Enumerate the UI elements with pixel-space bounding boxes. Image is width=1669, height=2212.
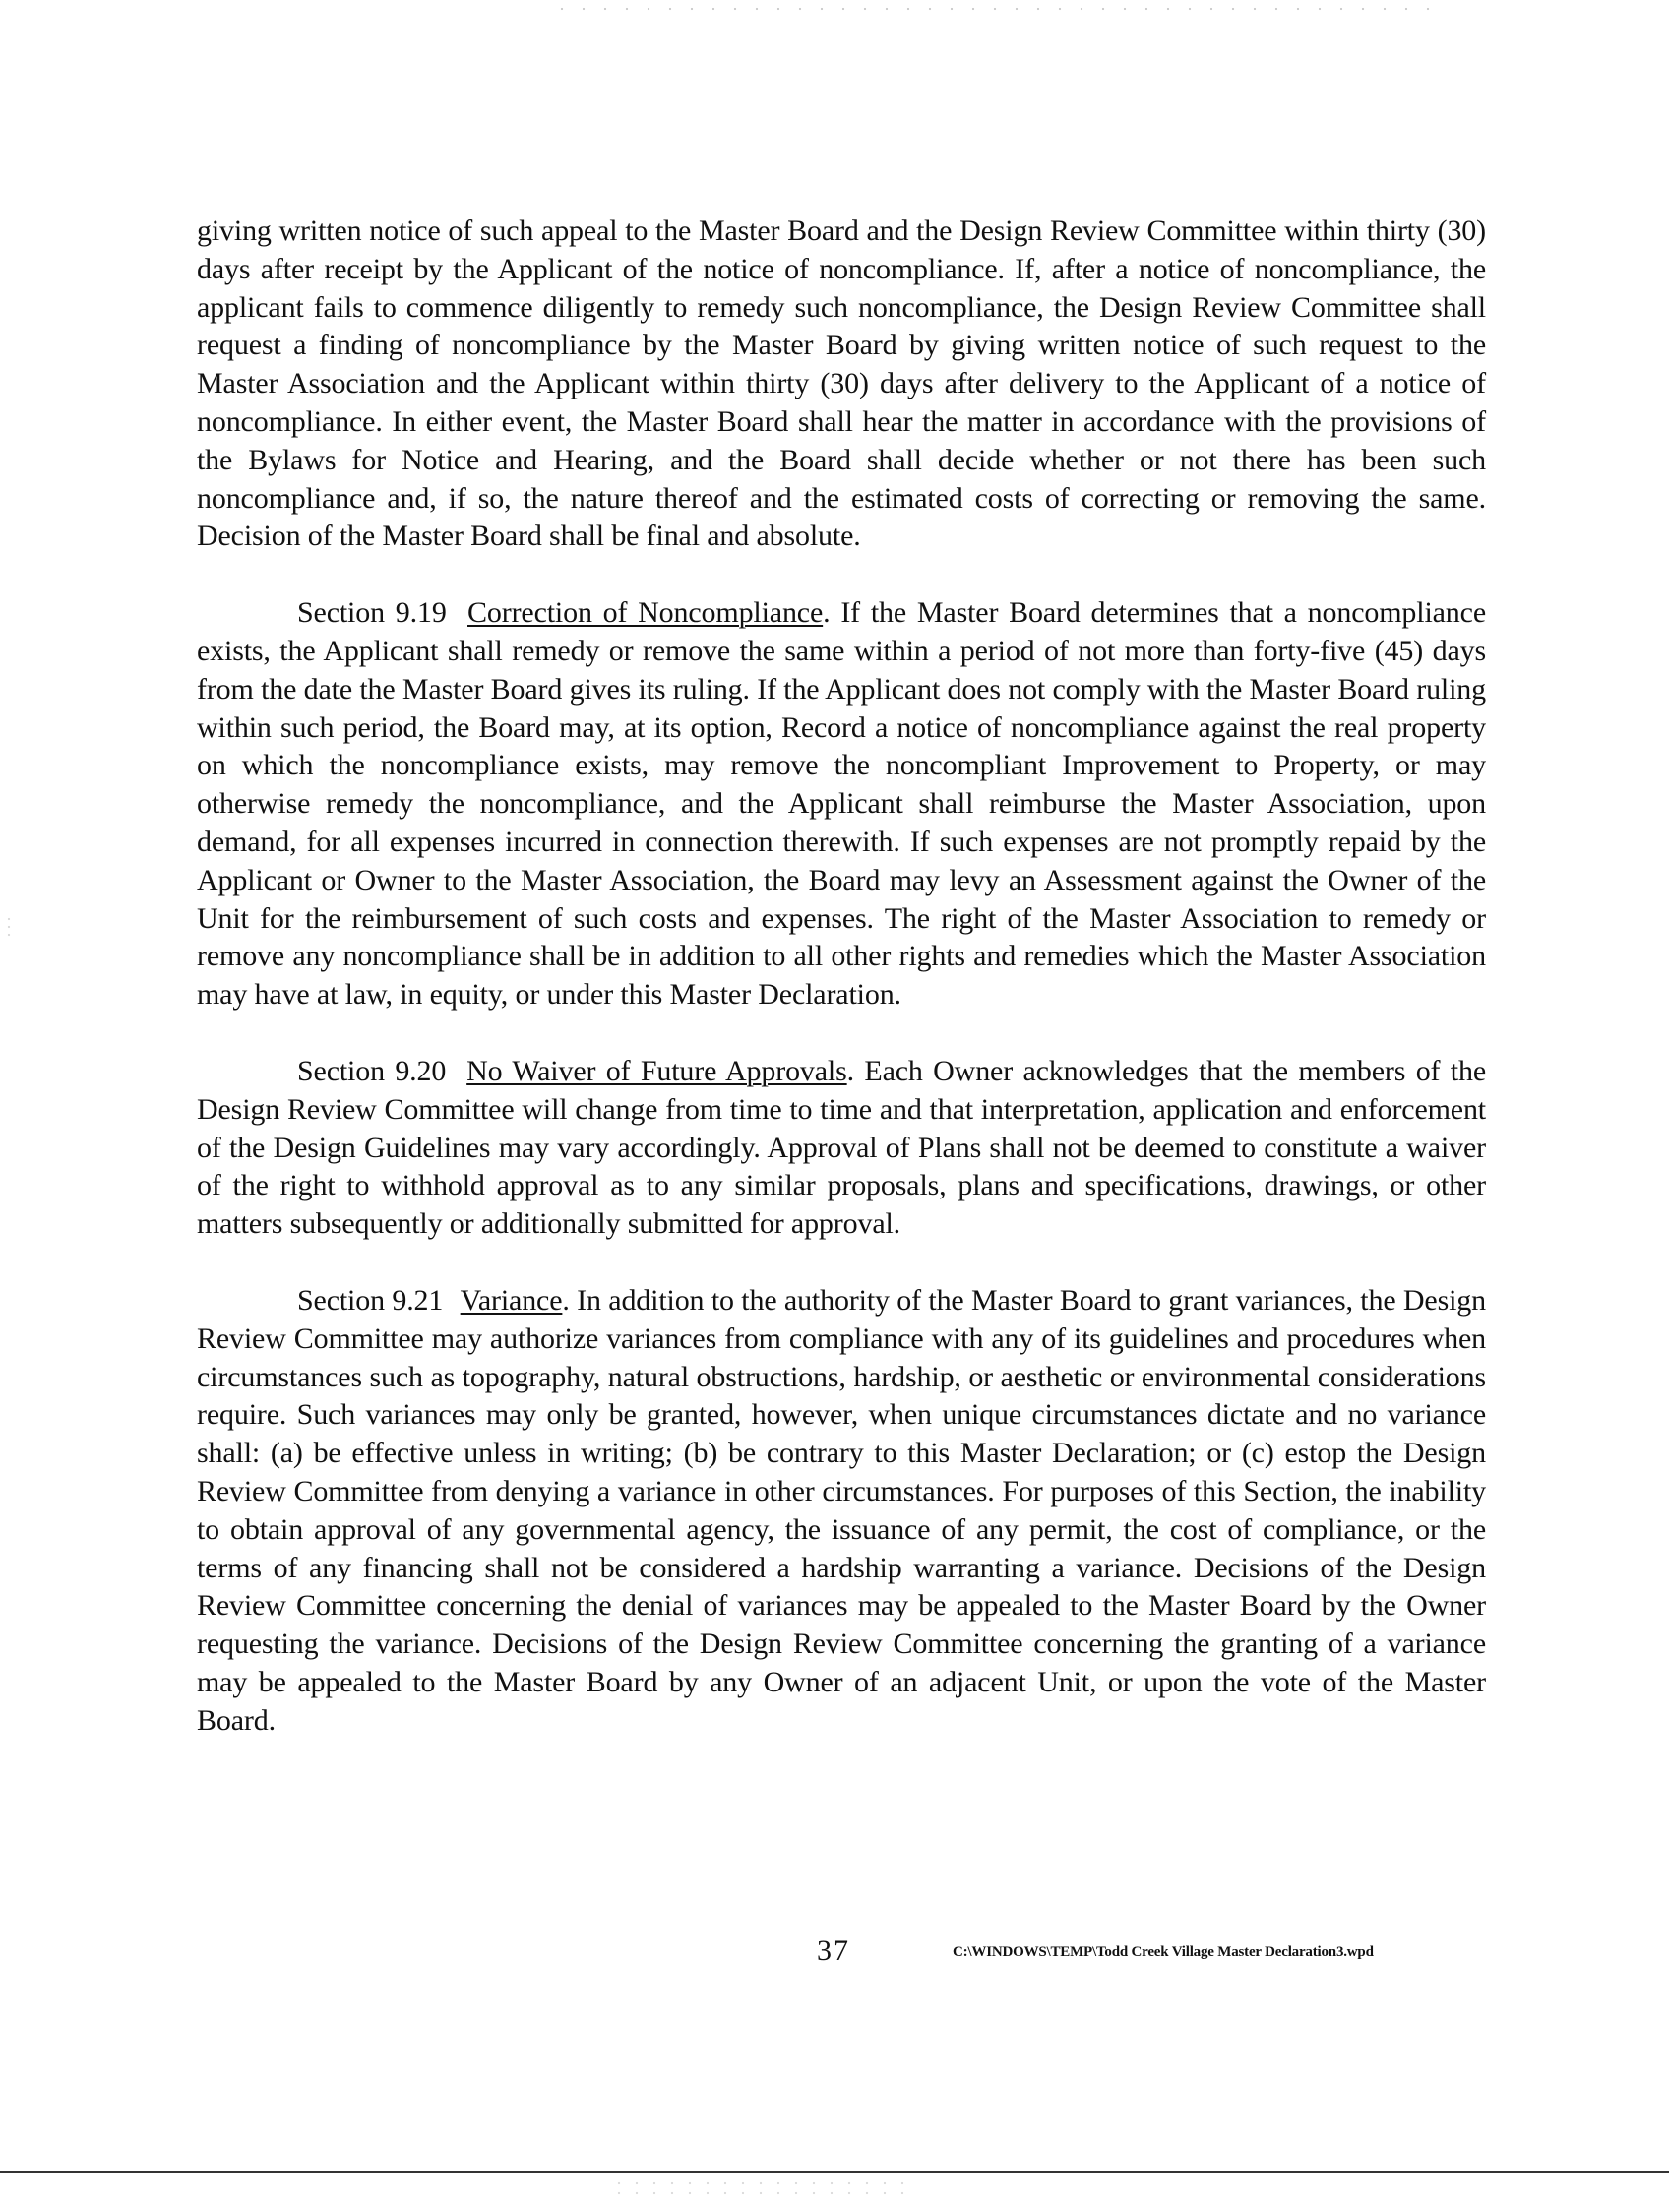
paragraph-continuation [197, 213, 1486, 556]
scan-artifact-left [6, 915, 12, 939]
paragraph-text: giving written notice of such appeal to the Master Board and the Design Review Committee within thirty (30) days after receipt by the Applicant of the notice of noncompliance. If, after a notice of noncompliance, the applicant fails to commence diligently to remedy such noncompliance, the Design Review Committee shall request a finding of noncompliance by the Master Board by giving written notice of such request to the Master Association and the Applicant within thirty (30) days after delivery to the Applicant of a notice of noncompliance. In either event, the Master Board shall hear the matter in accordance with the provisions of the Bylaws for Notice and Hearing, and the Board shall decide whether or not there has been such noncompliance and, if so, the nature thereof and the estimated costs of correcting or removing the same. Decision of the Master Board shall be final and absolute. [197, 215, 1486, 553]
section-9-20 [197, 1053, 1486, 1244]
paragraph-text: In addition to the authority of the Master Board to grant variances, the Design Review Committee may authorize variances from compliance with any of its guidelines and procedures when circumstances such as topography, natural obstructions, hardship, or aesthetic or environmental considerations require. Such variances may only be granted, however, when unique circumstances dictate and no variance shall: (a) be effective unless in writing; (b) be contrary to this Master Declaration; or (c) estop the Design Review Committee from denying a variance in other circumstances. For purposes of this Section, the inability to obtain approval of any governmental agency, the issuance of any permit, the cost of compliance, or the terms of any financing shall not be considered a hardship warranting a variance. Decisions of the Design Review Committee concerning the denial of variances may be appealed to the Master Board by the Owner requesting the variance. Decisions of the Design Review Committee concerning the granting of a variance may be appealed to the Master Board by any Owner of an adjacent Unit, or upon the vote of the Master Board. [197, 1283, 1486, 1737]
heading-period: . [846, 1054, 854, 1087]
file-path: C:\WINDOWS\TEMP\Todd Creek Village Master Declaration3.wpd [953, 1944, 1374, 1960]
section-9-19 [197, 594, 1486, 1014]
section-heading: Correction of Noncompliance [467, 596, 824, 630]
scan-artifact-bottom [610, 2179, 905, 2198]
scan-artifact-top [551, 6, 1437, 12]
document-body [197, 213, 1486, 1778]
section-number: Section 9.20 [297, 1054, 447, 1087]
heading-period: . [823, 596, 831, 630]
paragraph-text: Each Owner acknowledges that the members of the Design Review Committee will change from time to time and that interpretation, application and enforcement of the Design Guidelines may vary accordingly. Approval of Plans shall not be deemed to constitute a waiver of the right to withhold approval as to any similar proposals, plans and specifications, drawings, or other matters subsequently or additionally submitted for approval. [197, 1054, 1486, 1241]
section-9-21 [197, 1282, 1486, 1741]
heading-period: . [562, 1283, 570, 1317]
section-heading: No Waiver of Future Approvals [466, 1054, 847, 1087]
page-number: 37 [817, 1935, 850, 1967]
section-number: Section 9.21 [297, 1283, 444, 1317]
page-footer [0, 1935, 1669, 1974]
section-number: Section 9.19 [297, 596, 447, 630]
section-heading: Variance [460, 1283, 563, 1317]
bottom-edge-line [0, 2171, 1669, 2173]
paragraph-text: If the Master Board determines that a noncompliance exists, the Applicant shall remedy or remove the same within a period of not more than forty-five (45) days from the date the Master Board gives its ruling. If the Applicant does not comply with the Master Board ruling within such period, the Board may, at its option, Record a notice of noncompliance against the real property on which the noncompliance exists, may remove the noncompliant Improvement to Property, or may otherwise remedy the noncompliance, and the Applicant shall reimburse the Master Association, upon demand, for all expenses incurred in connection therewith. If such expenses are not promptly repaid by the Applicant or Owner to the Master Association, the Board may levy an Assessment against the Owner of the Unit for the reimbursement of such costs and expenses. The right of the Master Association to remedy or remove any noncompliance shall be in addition to all other rights and remedies which the Master Association may have at law, in equity, or under this Master Declaration. [197, 596, 1486, 1012]
